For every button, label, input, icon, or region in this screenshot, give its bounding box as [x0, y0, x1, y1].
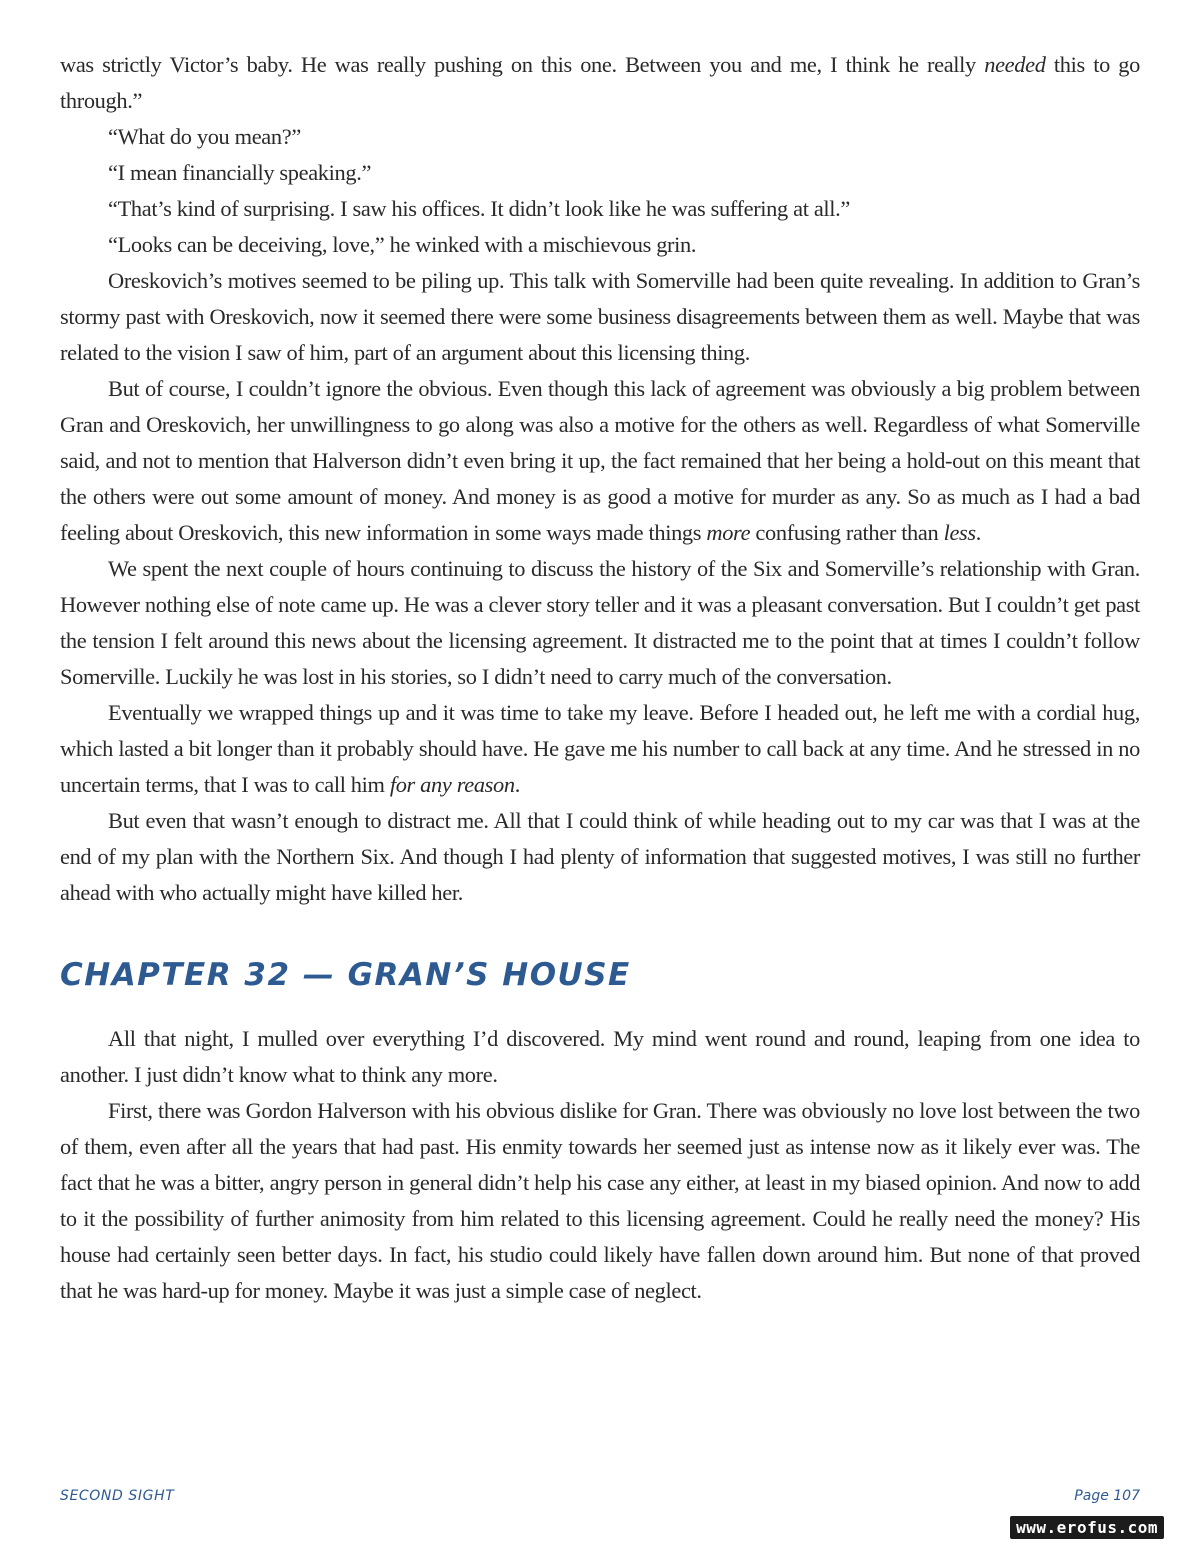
site-watermark: www.erofus.com	[1010, 1516, 1164, 1539]
paragraph: “Looks can be deceiving, love,” he winked with a mischievous grin.	[108, 232, 697, 257]
paragraphs-before	[60, 47, 1140, 911]
page-body	[60, 47, 1140, 1309]
emphasis: less	[943, 520, 976, 545]
paragraph: All that night, I mulled over everything I’d discovered. My mind went round and round, leaping from one idea to another. I just didn’t know what to think any more.	[60, 1026, 1140, 1087]
paragraph: was strictly Victor’s baby. He was really pushing on this one. Between you and me, I think he really needed this to go through.”	[60, 52, 1140, 113]
paragraph: Eventually we wrapped things up and it was time to take my leave. Before I headed out, he left me with a cordial hug, which lasted a bit longer than it probably should have. He gave me his number to call back at any time. And he stressed in no uncertain terms, that I was to call him for any reason.	[60, 700, 1140, 797]
paragraph: “What do you mean?”	[108, 124, 301, 149]
footer-book-title: SECOND SIGHT	[60, 1488, 175, 1504]
emphasis: for any reason	[389, 772, 515, 797]
emphasis: needed	[984, 52, 1046, 77]
chapter-heading: CHAPTER 32 — GRAN’S HOUSE	[60, 957, 631, 993]
emphasis: more	[706, 520, 751, 545]
paragraph: But of course, I couldn’t ignore the obvious. Even though this lack of agreement was obviously a big problem between Gran and Oreskovich, her unwillingness to go along was also a motive for the others as well. Regardless of what Somerville said, and not to mention that Halverson didn’t even bring it up, the fact remained that her being a hold-out on this meant that the others were out some amount of money. And money is as good a motive for murder as any. So as much as I had a bad feeling about Oreskovich, this new information in some ways made things more confusing rather than less.	[60, 376, 1140, 545]
paragraph: But even that wasn’t enough to distract me. All that I could think of while heading out to my car was that I was at the end of my plan with the Northern Six. And though I had plenty of information that suggested motives, I was still no further ahead with who actually might have killed her.	[60, 808, 1140, 905]
paragraph: Oreskovich’s motives seemed to be piling up. This talk with Somerville had been quite revealing. In addition to Gran’s stormy past with Oreskovich, now it seemed there were some business disagreements between them as well. Maybe that was related to the vision I saw of him, part of an argument about this licensing thing.	[60, 268, 1140, 365]
footer-page-number: Page 107	[1074, 1488, 1140, 1504]
paragraph: “I mean financially speaking.”	[108, 160, 372, 185]
paragraphs-after	[60, 1021, 1140, 1309]
paragraph: “That’s kind of surprising. I saw his offices. It didn’t look like he was suffering at all.”	[108, 196, 850, 221]
paragraph: First, there was Gordon Halverson with his obvious dislike for Gran. There was obviously no love lost between the two of them, even after all the years that had past. His enmity towards her seemed just as intense now as it likely ever was. The fact that he was a bitter, angry person in general didn’t help his case any either, at least in my biased opinion. And now to add to it the possibility of further animosity from him related to this licensing agreement. Could he really need the money? His house had certainly seen better days. In fact, his studio could likely have fallen down around him. But none of that proved that he was hard-up for money. Maybe it was just a simple case of neglect.	[60, 1098, 1140, 1303]
paragraph: We spent the next couple of hours continuing to discuss the history of the Six and Somerville’s relationship with Gran. However nothing else of note came up. He was a clever story teller and it was a pleasant conversation. But I couldn’t get past the tension I felt around this news about the licensing agreement. It distracted me to the point that at times I couldn’t follow Somerville. Luckily he was lost in his stories, so I didn’t need to carry much of the conversation.	[60, 556, 1140, 689]
